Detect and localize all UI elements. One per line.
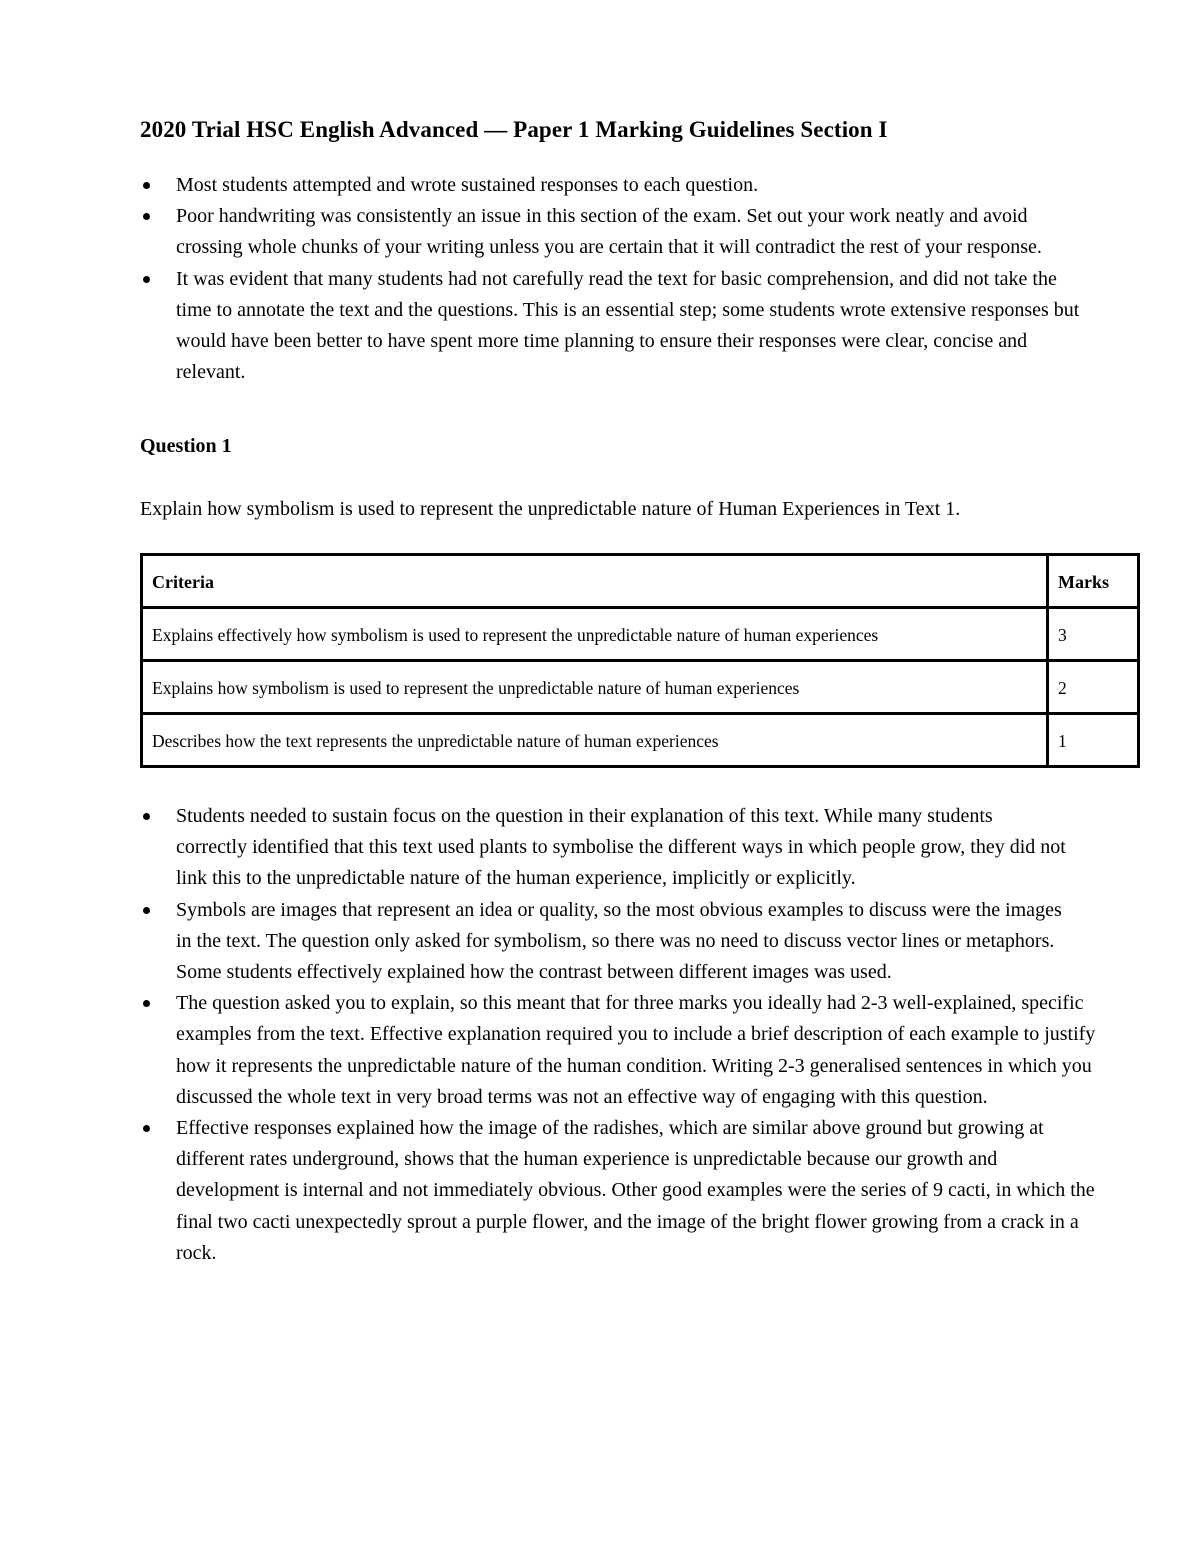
criteria-cell: Explains how symbolism is used to represent the unpredictable nature of human experiences: [142, 660, 1048, 713]
bullet-icon: [143, 213, 150, 220]
bullet-icon: [143, 907, 150, 914]
feedback-bullet-text: The question asked you to explain, so this meant that for three marks you ideally had 2-3 well-explained, specific examples from the text. Effective explanation required you to include a brief description of each example to justify how it represents the unpredictable nature of the human condition. Writing 2-3 generalised sentences in which you discussed the whole text in very broad terms was not an effective way of engaging with this question.: [176, 992, 1096, 1108]
feedback-bullet-item: [140, 801, 1066, 895]
page-title: 2020 Trial HSC English Advanced — Paper 1 Marking Guidelines Section I: [140, 117, 888, 142]
intro-bullet-text: It was evident that many students had not carefully read the text for basic comprehension, and did not take the time to annotate the text and the questions. This is an essential step; some students wrote extensive responses but would have been better to have spent more time planning to ensure their responses were clear, concise and relevant.: [176, 267, 1080, 384]
criteria-cell: Explains effectively how symbolism is used to represent the unpredictable nature of human experiences: [142, 607, 1048, 660]
intro-bullet-text: Poor handwriting was consistently an issue in this section of the exam. Set out your work neatly and avoid crossing whole chunks of your writing unless you are certain that it will contradict the rest of your response.: [176, 205, 1042, 259]
intro-bullet-item: [140, 170, 1096, 201]
marks-cell: 2: [1048, 660, 1139, 713]
bullet-icon: [143, 182, 150, 189]
criteria-cell: Describes how the text represents the unpredictable nature of human experiences: [142, 713, 1048, 766]
table-row: [142, 713, 1139, 766]
bullet-icon: [143, 1000, 150, 1007]
document-page: [140, 112, 1140, 1269]
marks-cell: 1: [1048, 713, 1139, 766]
bullet-icon: [143, 1125, 150, 1132]
feedback-bullet-item: [140, 988, 1096, 1113]
feedback-bullet-list: [140, 801, 1140, 1269]
feedback-bullet-text: Symbols are images that represent an idea or quality, so the most obvious examples to discuss were the images in the text. The question only asked for symbolism, so there was no need to discuss vector lines or metaphors. Some students effectively explained how the contrast between different images was used.: [176, 898, 1062, 983]
intro-bullet-item: [140, 264, 1096, 389]
question-prompt: Explain how symbolism is used to represent the unpredictable nature of Human Experiences in Text 1.: [140, 498, 961, 521]
feedback-bullet-text: Effective responses explained how the image of the radishes, which are similar above ground but growing at different rates underground, shows that the human experience is unpredictable because our growth and development is internal and not immediately obvious. Other good examples were the series of 9 cacti, in which the final two cacti unexpectedly sprout a purple flower, and the image of the bright flower growing from a crack in a rock.: [176, 1116, 1095, 1264]
marking-criteria-table: [140, 553, 1140, 768]
feedback-bullet-item: [140, 1113, 1101, 1269]
intro-bullet-text: Most students attempted and wrote sustained responses to each question.: [176, 174, 759, 196]
feedback-bullet-item: [140, 895, 1066, 989]
criteria-header: Criteria: [142, 554, 1048, 607]
marks-header: Marks: [1048, 554, 1139, 607]
intro-bullet-item: [140, 201, 1056, 263]
intro-bullet-list: [140, 170, 1140, 388]
feedback-bullet-text: Students needed to sustain focus on the question in their explanation of this text. While many students correctly identified that this text used plants to symbolise the different ways in which people grow, they did not link this to the unpredictable nature of the human experience, implicitly or explicitly.: [176, 804, 1066, 890]
marks-cell: 3: [1048, 607, 1139, 660]
bullet-icon: [143, 813, 150, 820]
table-row: [142, 660, 1139, 713]
question-heading: Question 1: [140, 435, 232, 458]
bullet-icon: [143, 276, 150, 283]
table-header-row: [142, 554, 1139, 607]
table-row: [142, 607, 1139, 660]
